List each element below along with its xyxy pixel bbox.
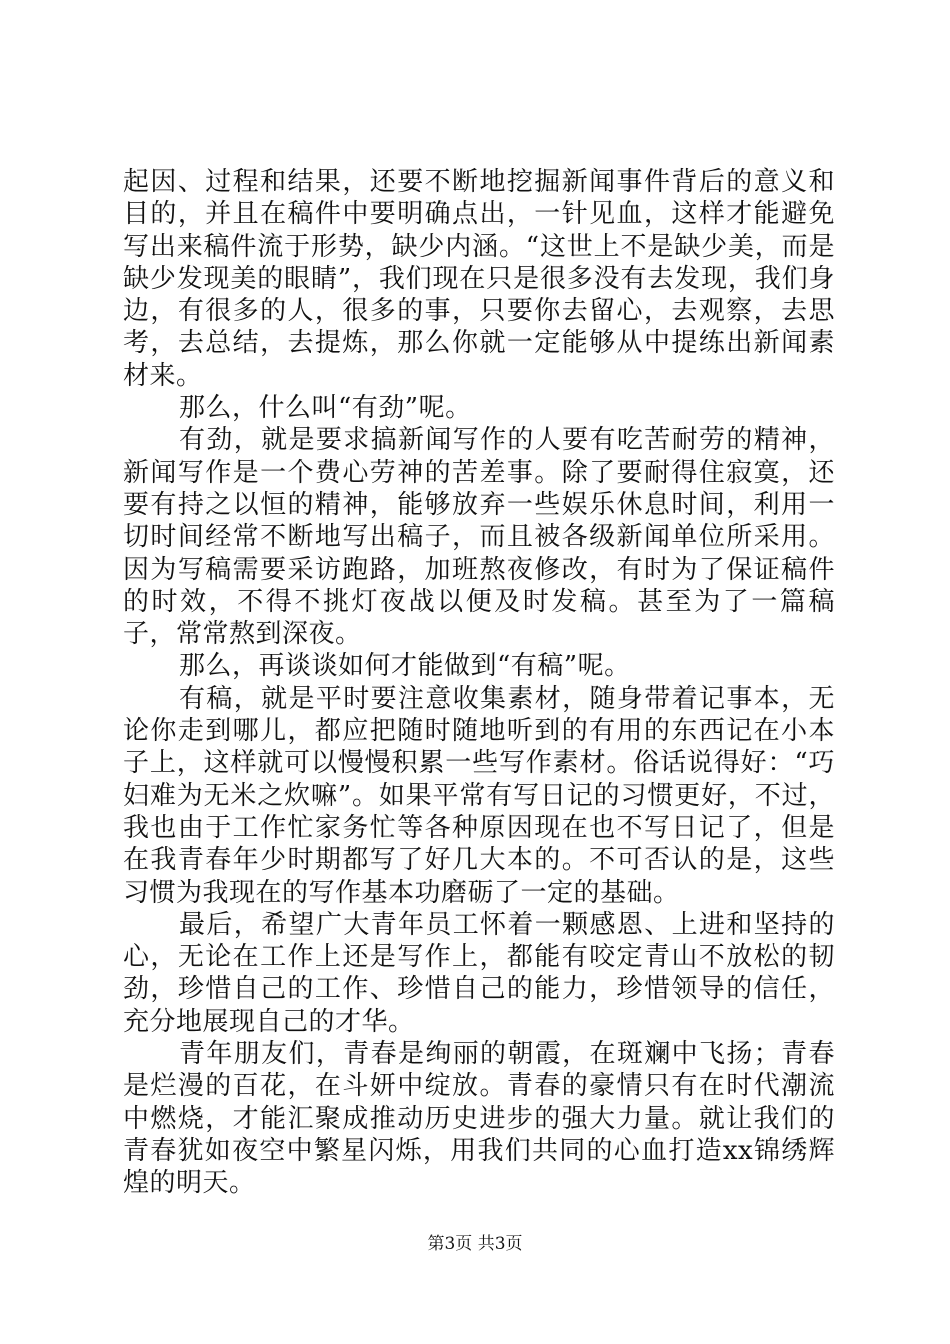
paragraph: 起因、过程和结果，还要不断地挖掘新闻事件背后的意义和目的，并且在稿件中要明确点出，一针见血，这样才能避免写出来稿件流于形势，缺少内涵。“这世上不是缺少美，而是缺少发现美的眼睛”，我们现在只是很多没有去发现，我们身边，有很多的人，很多的事，只要你去留心，去观察，去思考，去总结，去提炼，那么你就一定能够从中提练出新闻素材来。	[123, 167, 835, 391]
paragraph: 那么，什么叫“有劲”呢。	[179, 393, 472, 424]
paragraph: 有劲，就是要求搞新闻写作的人要有吃苦耐劳的精神，新闻写作是一个费心劳神的苦差事。除了要耐得住寂寞，还要有持之以恒的精神，能够放弃一些娱乐休息时间，利用一切时间经常不断地写出稿子，而且被各级新闻单位所采用。因为写稿需要采访跑路，加班熬夜修改，有时为了保证稿件的时效，不得不挑灯夜战以便及时发稿。甚至为了一篇稿子，常常熬到深夜。	[123, 425, 835, 650]
paragraph: 青年朋友们，青春是绚丽的朝霞，在斑斓中飞扬；青春是烂漫的百花，在斗妍中绽放。青春的豪情只有在时代潮流中燃烧，才能汇聚成推动历史进步的强大力量。就让我们的青春犹如夜空中繁星闪烁，用我们共同的心血打造xx锦绣辉煌的明天。	[123, 1039, 835, 1199]
page-footer	[0, 1233, 950, 1255]
page-number: 第3页 共3页	[427, 1234, 523, 1254]
paragraph: 有稿，就是平时要注意收集素材，随身带着记事本，无论你走到哪儿，都应把随时随地听到的有用的东西记在小本子上，这样就可以慢慢积累一些写作素材。俗话说得好：“巧妇难为无米之炊嘛”。如果平常有写日记的习惯更好，不过，我也由于工作忙家务忙等各种原因现在也不写日记了，但是在我青春年少时期都写了好几大本的。不可否认的是，这些习惯为我现在的写作基本功磨砺了一定的基础。	[123, 683, 835, 908]
paragraph: 最后，希望广大青年员工怀着一颗感恩、上进和坚持的心，无论在工作上还是写作上，都能有咬定青山不放松的韧劲，珍惜自己的工作、珍惜自己的能力，珍惜领导的信任，充分地展现自己的才华。	[123, 909, 835, 1037]
document-body	[123, 166, 835, 1200]
paragraph: 那么，再谈谈如何才能做到“有稿”呢。	[179, 651, 631, 682]
